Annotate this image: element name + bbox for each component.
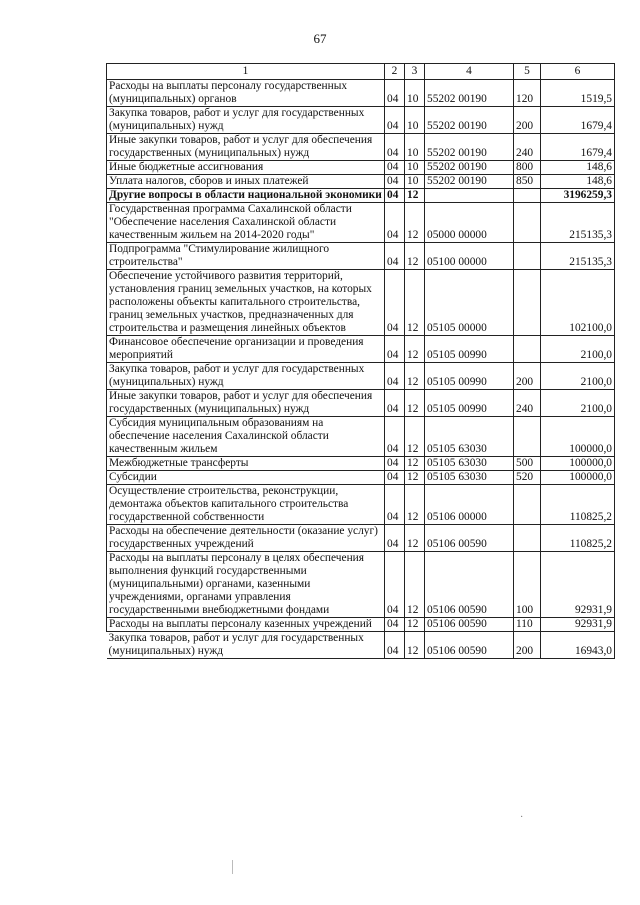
cell-subsection: 12 [405,618,425,632]
budget-table [106,63,615,659]
cell-target-article: 55202 00190 [425,134,514,161]
cell-target-article: 05105 00000 [425,270,514,336]
cell-section: 04 [385,457,405,471]
cell-description: Подпрограмма "Стимулирование жилищного строительства" [107,243,385,270]
header-col-4: 4 [425,64,514,80]
cell-target-article: 05106 00590 [425,618,514,632]
table-row [107,189,615,203]
cell-description: Уплата налогов, сборов и иных платежей [107,175,385,189]
cell-expense-type: 200 [514,632,541,659]
cell-expense-type: 240 [514,390,541,417]
cell-expense-type: 120 [514,80,541,107]
cell-description: Расходы на выплаты персоналу государственных (муниципальных) органов [107,80,385,107]
cell-section: 04 [385,363,405,390]
cell-expense-type: 520 [514,471,541,485]
cell-expense-type [514,270,541,336]
cell-section: 04 [385,390,405,417]
cell-section: 04 [385,485,405,525]
cell-expense-type: 850 [514,175,541,189]
scan-artifact-line [232,860,233,874]
table-row [107,363,615,390]
table-row [107,203,615,243]
cell-expense-type [514,336,541,363]
table-row [107,485,615,525]
cell-expense-type: 500 [514,457,541,471]
cell-section: 04 [385,525,405,552]
cell-amount: 102100,0 [541,270,615,336]
cell-expense-type [514,525,541,552]
table-row [107,175,615,189]
table-row [107,457,615,471]
cell-section: 04 [385,270,405,336]
scan-artifact-mark: · [520,812,524,823]
cell-amount: 110825,2 [541,485,615,525]
cell-amount: 100000,0 [541,417,615,457]
cell-expense-type [514,417,541,457]
cell-section: 04 [385,80,405,107]
table-row [107,107,615,134]
cell-amount: 2100,0 [541,363,615,390]
cell-subsection: 10 [405,80,425,107]
cell-amount: 1679,4 [541,107,615,134]
cell-subsection: 12 [405,471,425,485]
cell-target-article: 55202 00190 [425,107,514,134]
table-row [107,161,615,175]
cell-target-article: 05106 00590 [425,552,514,618]
page-number: 67 [313,31,327,46]
cell-description: Расходы на выплаты персоналу казенных учреждений [107,618,385,632]
cell-description: Межбюджетные трансферты [107,457,385,471]
cell-description: Другие вопросы в области национальной экономики [107,189,385,203]
cell-section: 04 [385,243,405,270]
table-row [107,525,615,552]
cell-target-article: 05000 00000 [425,203,514,243]
cell-description: Осуществление строительства, реконструкции, демонтажа объектов капитального строительства государственной собственности [107,485,385,525]
cell-amount: 110825,2 [541,525,615,552]
cell-target-article [425,189,514,203]
cell-subsection: 12 [405,525,425,552]
cell-expense-type: 110 [514,618,541,632]
cell-expense-type [514,485,541,525]
cell-amount: 1679,4 [541,134,615,161]
cell-amount: 3196259,3 [541,189,615,203]
table-header-row [107,64,615,80]
table-row [107,552,615,618]
budget-table-body [107,64,615,659]
table-row [107,336,615,363]
cell-amount: 148,6 [541,161,615,175]
cell-amount: 215135,3 [541,243,615,270]
cell-target-article: 05100 00000 [425,243,514,270]
cell-target-article: 05105 00990 [425,363,514,390]
cell-subsection: 12 [405,203,425,243]
cell-description: Иные бюджетные ассигнования [107,161,385,175]
cell-subsection: 12 [405,189,425,203]
cell-subsection: 12 [405,270,425,336]
header-col-3: 3 [405,64,425,80]
table-row [107,618,615,632]
header-col-2: 2 [385,64,405,80]
cell-target-article: 05106 00000 [425,485,514,525]
cell-description: Иные закупки товаров, работ и услуг для обеспечения государственных (муниципальных) нужд [107,390,385,417]
cell-subsection: 12 [405,363,425,390]
cell-description: Субсидии [107,471,385,485]
cell-target-article: 05105 63030 [425,457,514,471]
cell-expense-type: 800 [514,161,541,175]
cell-section: 04 [385,107,405,134]
cell-section: 04 [385,552,405,618]
cell-target-article: 05105 63030 [425,417,514,457]
cell-section: 04 [385,161,405,175]
cell-subsection: 12 [405,457,425,471]
cell-section: 04 [385,189,405,203]
cell-target-article: 05105 63030 [425,471,514,485]
header-col-1: 1 [107,64,385,80]
cell-section: 04 [385,175,405,189]
cell-section: 04 [385,632,405,659]
cell-description: Закупка товаров, работ и услуг для государственных (муниципальных) нужд [107,363,385,390]
cell-amount: 2100,0 [541,336,615,363]
table-row [107,243,615,270]
cell-description: Обеспечение устойчивого развития территорий, установления границ земельных участков, на которых расположены объекты капитального строительства, границ земельных участков, предназначенных для строительства и размещения линейных объектов [107,270,385,336]
cell-amount: 100000,0 [541,471,615,485]
cell-expense-type: 200 [514,107,541,134]
table-row [107,270,615,336]
cell-amount: 92931,9 [541,618,615,632]
cell-description: Расходы на обеспечение деятельности (оказание услуг) государственных учреждений [107,525,385,552]
cell-expense-type [514,243,541,270]
cell-subsection: 12 [405,243,425,270]
cell-description: Закупка товаров, работ и услуг для государственных (муниципальных) нужд [107,107,385,134]
cell-target-article: 55202 00190 [425,161,514,175]
table-row [107,80,615,107]
cell-description: Государственная программа Сахалинской области "Обеспечение населения Сахалинской области качественным жильем на 2014-2020 годы" [107,203,385,243]
cell-section: 04 [385,134,405,161]
cell-subsection: 10 [405,107,425,134]
cell-subsection: 12 [405,485,425,525]
cell-expense-type [514,189,541,203]
cell-amount: 215135,3 [541,203,615,243]
cell-amount: 148,6 [541,175,615,189]
cell-section: 04 [385,417,405,457]
cell-subsection: 12 [405,552,425,618]
cell-subsection: 10 [405,175,425,189]
cell-section: 04 [385,618,405,632]
cell-description: Финансовое обеспечение организации и проведения мероприятий [107,336,385,363]
cell-target-article: 55202 00190 [425,80,514,107]
cell-subsection: 10 [405,161,425,175]
cell-subsection: 12 [405,336,425,363]
table-row [107,134,615,161]
cell-subsection: 10 [405,134,425,161]
cell-subsection: 12 [405,632,425,659]
cell-expense-type [514,203,541,243]
cell-target-article: 05106 00590 [425,525,514,552]
cell-expense-type: 100 [514,552,541,618]
table-row [107,632,615,659]
cell-amount: 1519,5 [541,80,615,107]
cell-description: Закупка товаров, работ и услуг для государственных (муниципальных) нужд [107,632,385,659]
cell-section: 04 [385,471,405,485]
cell-amount: 16943,0 [541,632,615,659]
cell-target-article: 05106 00590 [425,632,514,659]
cell-description: Иные закупки товаров, работ и услуг для обеспечения государственных (муниципальных) нужд [107,134,385,161]
cell-target-article: 05105 00990 [425,336,514,363]
cell-section: 04 [385,336,405,363]
cell-subsection: 12 [405,417,425,457]
table-row [107,417,615,457]
cell-amount: 100000,0 [541,457,615,471]
cell-expense-type: 200 [514,363,541,390]
header-col-6: 6 [541,64,615,80]
cell-target-article: 05105 00990 [425,390,514,417]
cell-expense-type: 240 [514,134,541,161]
cell-description: Расходы на выплаты персоналу в целях обеспечения выполнения функций государственными (муниципальными) органами, казенными учреждениями, органами управления государственными внебюджетными фондами [107,552,385,618]
cell-target-article: 55202 00190 [425,175,514,189]
cell-amount: 92931,9 [541,552,615,618]
cell-section: 04 [385,203,405,243]
cell-subsection: 12 [405,390,425,417]
cell-description: Субсидия муниципальным образованиям на обеспечение населения Сахалинской области качественным жильем [107,417,385,457]
table-row [107,471,615,485]
table-row [107,390,615,417]
cell-amount: 2100,0 [541,390,615,417]
header-col-5: 5 [514,64,541,80]
